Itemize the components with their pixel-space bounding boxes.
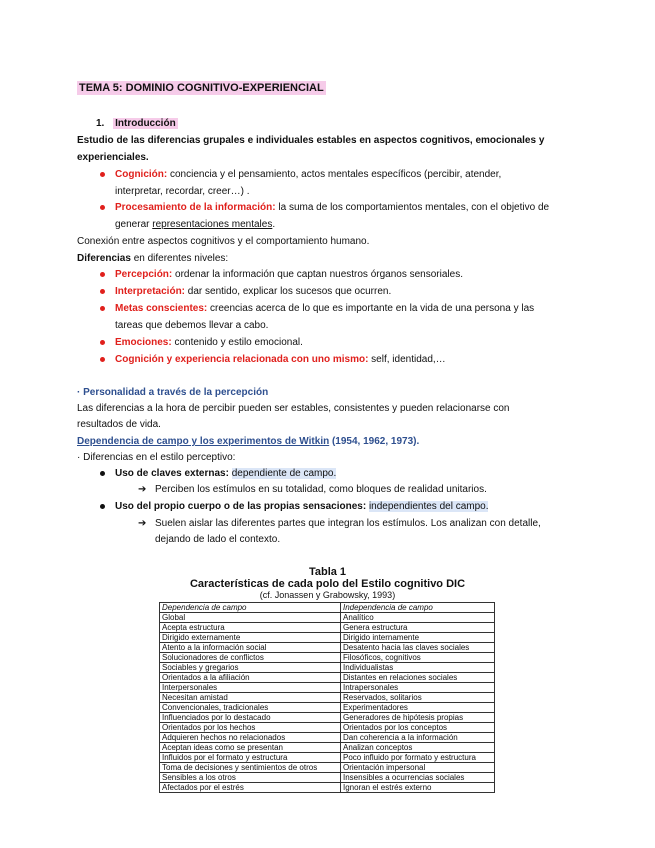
style-highlight: independientes del campo. <box>368 501 489 512</box>
bullet-icon <box>100 357 105 362</box>
text: contenido y estilo emocional. <box>171 337 303 348</box>
text: creencias acerca de lo que es importante en la vida de una persona y las <box>207 303 535 314</box>
table-header-row <box>160 603 495 613</box>
bullet-icon <box>100 272 105 277</box>
style-sub-cont: dejando de lado el contexto. <box>155 534 281 545</box>
subsection-heading: · Personalidad a través de la percepción <box>77 387 269 398</box>
bullet-icon <box>100 471 105 476</box>
witkin-line <box>77 435 419 448</box>
text: . <box>272 219 276 230</box>
section-heading-text: Introducción <box>115 118 176 129</box>
term: Percepción: <box>115 269 173 280</box>
table-cell: Desatento hacia las claves sociales <box>341 643 495 653</box>
style-label: Uso de claves externas: <box>115 468 229 479</box>
table-cell: Intrapersonales <box>341 683 495 693</box>
table-body <box>160 613 495 793</box>
arrow-icon: ➔ <box>138 518 147 529</box>
bullet-icon <box>100 172 105 177</box>
table-header: Dependencia de campo <box>160 603 341 613</box>
table-cell: Solucionadores de conflictos <box>160 653 341 663</box>
section-heading <box>96 117 178 130</box>
table-cell: Generadores de hipótesis propias <box>341 713 495 723</box>
table-caption: Tabla 1 <box>308 566 347 578</box>
bullet-cognicion <box>115 168 501 181</box>
table-row <box>160 643 495 653</box>
table-cell: Genera estructura <box>341 623 495 633</box>
table-row <box>160 753 495 763</box>
dic-table <box>159 602 495 793</box>
intro-line-2: experienciales. <box>77 152 149 163</box>
intro-line-1: Estudio de las diferencias grupales e individuales estables en aspectos cognitivos, emocionales y <box>77 135 545 146</box>
level-item <box>115 336 303 349</box>
level-item <box>115 285 391 298</box>
arrow-icon: ➔ <box>138 484 147 495</box>
style-sub: Suelen aislar las diferentes partes que integran los estímulos. Los analizan con detalle, <box>155 518 541 529</box>
levels-line <box>77 252 228 265</box>
text: generar <box>115 219 153 230</box>
table-source: (cf. Jonassen y Grabowsky, 1993) <box>259 590 396 600</box>
table-cell: Dirigido internamente <box>341 633 495 643</box>
table-cell: Analizan conceptos <box>341 743 495 753</box>
table-cell: Experimentadores <box>341 703 495 713</box>
level-item <box>115 302 534 315</box>
table-row <box>160 743 495 753</box>
section-number: 1. <box>96 118 105 129</box>
level-item-cont: tareas que debemos llevar a cabo. <box>115 320 269 331</box>
table-cell: Filosóficos, cognitivos <box>341 653 495 663</box>
bullet-cognicion-cont: interpretar, recordar, creer…) . <box>115 186 250 197</box>
table-row <box>160 623 495 633</box>
bullet-procesamiento-cont <box>115 218 275 231</box>
witkin-link[interactable]: Dependencia de campo y los experimentos de Witkin <box>77 436 330 447</box>
table-row <box>160 723 495 733</box>
style-line: · Diferencias en el estilo perceptivo: <box>77 452 236 463</box>
table-row <box>160 673 495 683</box>
bullet-icon <box>100 205 105 210</box>
table-cell: Interpersonales <box>160 683 341 693</box>
table-cell: Dan coherencia a la información <box>341 733 495 743</box>
table-cell: Insensibles a ocurrencias sociales <box>341 773 495 783</box>
style-item <box>115 467 336 480</box>
table-cell: Dirigido externamente <box>160 633 341 643</box>
term-procesamiento: Procesamiento de la información: <box>115 202 276 213</box>
table-cell: Orientación impersonal <box>341 763 495 773</box>
table-cell: Analítico <box>341 613 495 623</box>
table-cell: Sociables y gregarios <box>160 663 341 673</box>
table-cell: Aceptan ideas como se presentan <box>160 743 341 753</box>
table-cell: Influenciados por lo destacado <box>160 713 341 723</box>
table-cell: Orientados por los conceptos <box>341 723 495 733</box>
style-highlight: dependiente de campo. <box>231 468 337 479</box>
table-cell: Global <box>160 613 341 623</box>
style-sub: Perciben los estímulos en su totalidad, como bloques de realidad unitarios. <box>155 484 487 495</box>
level-item <box>115 268 463 281</box>
table-row <box>160 703 495 713</box>
text: ordenar la información que captan nuestros órganos sensoriales. <box>172 269 463 280</box>
table-cell: Orientados a la afiliación <box>160 673 341 683</box>
term: Interpretación: <box>115 286 186 297</box>
table-header: Independencia de campo <box>341 603 495 613</box>
bullet-icon <box>100 340 105 345</box>
table-row <box>160 783 495 793</box>
table-cell: Sensibles a los otros <box>160 773 341 783</box>
connection-line: Conexión entre aspectos cognitivos y el comportamiento humano. <box>77 236 370 247</box>
table-row <box>160 713 495 723</box>
term: Cognición y experiencia relacionada con uno mismo: <box>115 354 369 365</box>
table-row <box>160 663 495 673</box>
table-row <box>160 633 495 643</box>
table-cell: Orientados por los hechos <box>160 723 341 733</box>
text: conciencia y el pensamiento, actos mentales específicos (percibir, atender, <box>167 169 502 180</box>
term: Metas conscientes: <box>115 303 208 314</box>
table-cell: Afectados por el estrés <box>160 783 341 793</box>
levels-bold: Diferencias <box>77 253 131 264</box>
table-subtitle: Características de cada polo del Estilo cognitivo DIC <box>189 578 466 590</box>
levels-rest: en diferentes niveles: <box>130 253 229 264</box>
para-line-2: resultados de vida. <box>77 419 161 430</box>
bullet-icon <box>100 504 105 509</box>
table-row <box>160 613 495 623</box>
table-row <box>160 763 495 773</box>
para-line-1: Las diferencias a la hora de percibir pueden ser estables, consistentes y pueden relacionarse con <box>77 403 510 414</box>
underlined-text: representaciones mentales <box>152 219 273 230</box>
table-row <box>160 683 495 693</box>
table-row <box>160 693 495 703</box>
table-cell: Necesitan amistad <box>160 693 341 703</box>
term-cognicion: Cognición: <box>115 169 168 180</box>
table-cell: Individualistas <box>341 663 495 673</box>
table-cell: Poco influido por formato y estructura <box>341 753 495 763</box>
page-title-text: TEMA 5: DOMINIO COGNITIVO-EXPERIENCIAL <box>79 82 324 94</box>
text: la suma de los comportamientos mentales, con el objetivo de <box>275 202 550 213</box>
table-cell: Ignoran el estrés externo <box>341 783 495 793</box>
table-cell: Influidos por el formato y estructura <box>160 753 341 763</box>
page-title <box>77 81 326 95</box>
table-cell: Convencionales, tradicionales <box>160 703 341 713</box>
bullet-icon <box>100 306 105 311</box>
table-row <box>160 653 495 663</box>
table-cell: Distantes en relaciones sociales <box>341 673 495 683</box>
style-label: Uso del propio cuerpo o de las propias sensaciones: <box>115 501 367 512</box>
table-cell: Adquieren hechos no relacionados <box>160 733 341 743</box>
table-cell: Atento a la información social <box>160 643 341 653</box>
bullet-icon <box>100 289 105 294</box>
level-item <box>115 353 446 366</box>
style-item <box>115 500 488 513</box>
table-row <box>160 733 495 743</box>
table-cell: Toma de decisiones y sentimientos de otros <box>160 763 341 773</box>
table-row <box>160 773 495 783</box>
table-cell: Reservados, solitarios <box>341 693 495 703</box>
text: dar sentido, explicar los sucesos que ocurren. <box>185 286 392 297</box>
witkin-years: (1954, 1962, 1973). <box>329 436 420 447</box>
text: self, identidad,… <box>368 354 446 365</box>
term: Emociones: <box>115 337 172 348</box>
table-cell: Acepta estructura <box>160 623 341 633</box>
bullet-procesamiento <box>115 201 549 214</box>
